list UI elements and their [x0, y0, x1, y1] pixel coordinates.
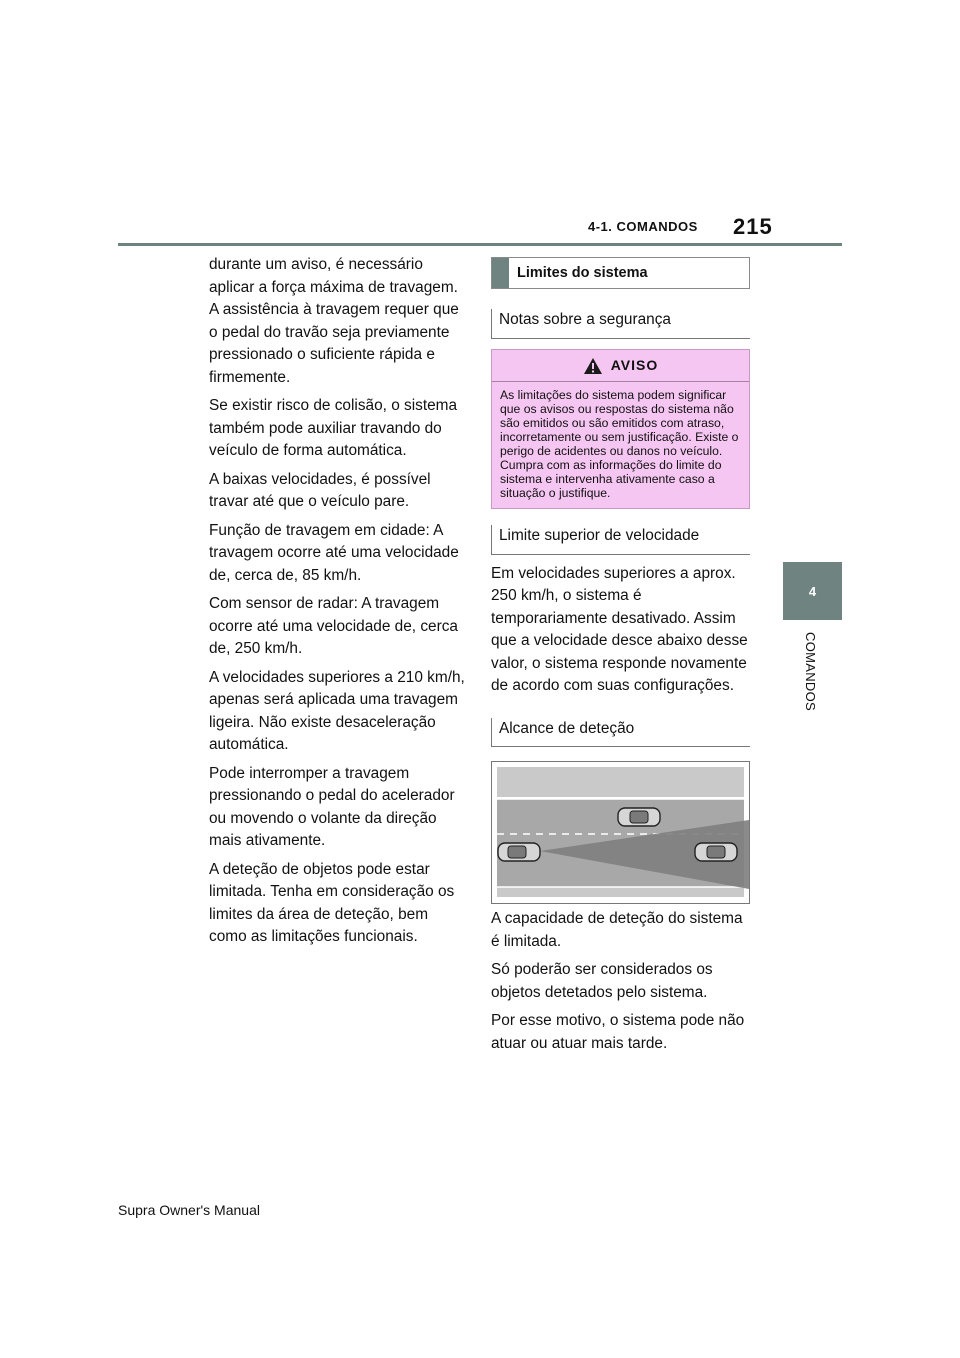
warning-text: As limitações do sistema podem significar que os avisos ou respostas do sistema não são emitidos ou são emitidos com atraso, incorretamente ou sem justificação. Existe o perigo de acidentes ou danos no veículo. Cumpra com as informações do limite do sistema e intervenha ativamente caso a situação o justifique.	[500, 387, 739, 501]
detection-range-heading: Alcance de deteção	[491, 718, 750, 748]
paragraph: Com sensor de radar: A travagem ocorre até uma velocidade de, cerca de, 250 km/h.	[209, 595, 458, 657]
vehicle-ahead-left-lane-icon	[618, 808, 660, 826]
paragraph: A velocidades superiores a 210 km/h, apenas será aplicada uma travagem ligeira. Não existe desaceleração automática.	[209, 668, 465, 753]
header-divider	[118, 243, 842, 246]
section-marker	[492, 258, 509, 288]
left-column	[209, 254, 467, 955]
speed-limit-text: Em velocidades superiores a aprox. 250 km/h, o sistema é temporariamente desativado. Assim que a velocidade desce abaixo desse valor, o sistema responde novamente de acordo com suas configurações.	[491, 564, 748, 695]
paragraph: Pode interromper a travagem pressionando o pedal do acelerador ou movendo o volante da direção mais ativamente.	[209, 764, 455, 849]
speed-limit-heading: Limite superior de velocidade	[491, 525, 750, 555]
warning-divider	[492, 381, 749, 382]
right-column	[491, 257, 750, 1061]
paragraph: Função de travagem em cidade: A travagem ocorre até uma velocidade de, cerca de, 85 km/h.	[209, 521, 459, 584]
warning-title: AVISO	[610, 357, 659, 374]
paragraph: A capacidade de deteção do sistema é limitada.	[491, 910, 743, 950]
warning-triangle-icon	[583, 357, 603, 375]
paragraph: Só poderão ser considerados os objetos detetados pelo sistema.	[491, 961, 713, 1001]
safety-heading: Notas sobre a segurança	[491, 309, 750, 339]
paragraph: durante um aviso, é necessário aplicar a força máxima de travagem. A assistência à travagem requer que o pedal do travão seja previamente pressionado o suficiente rápida e firmemente.	[209, 256, 459, 386]
vehicle-ahead-same-lane-icon	[695, 843, 737, 861]
section-header-box	[491, 257, 750, 289]
warning-title-row	[500, 353, 741, 379]
section-title: 4-1. COMANDOS	[588, 219, 698, 234]
lower-shoulder	[497, 887, 744, 897]
detection-diagram-svg	[492, 762, 749, 903]
chapter-label-text: COMANDOS	[803, 632, 818, 711]
manual-footer: Supra Owner's Manual	[118, 1202, 260, 1218]
section-heading: Limites do sistema	[517, 264, 648, 281]
warning-box	[491, 349, 750, 510]
chapter-number: 4	[808, 583, 817, 599]
page-number: 215	[733, 214, 773, 239]
chapter-side-label	[800, 632, 820, 732]
paragraph: A baixas velocidades, é possível travar até que o veículo pare.	[209, 470, 431, 510]
upper-lane	[497, 767, 744, 797]
detection-range-illustration	[491, 761, 750, 904]
paragraph: Se existir risco de colisão, o sistema também pode auxiliar travando do veículo de forma automática.	[209, 397, 458, 459]
paragraph: A deteção de objetos pode estar limitada. Tenha em consideração os limites da área de deteção, bem como as limitações funcionais.	[209, 860, 455, 945]
ego-car-icon	[498, 843, 540, 861]
paragraph: Por esse motivo, o sistema pode não atuar ou atuar mais tarde.	[491, 1012, 745, 1052]
chapter-tab[interactable]	[783, 562, 842, 620]
